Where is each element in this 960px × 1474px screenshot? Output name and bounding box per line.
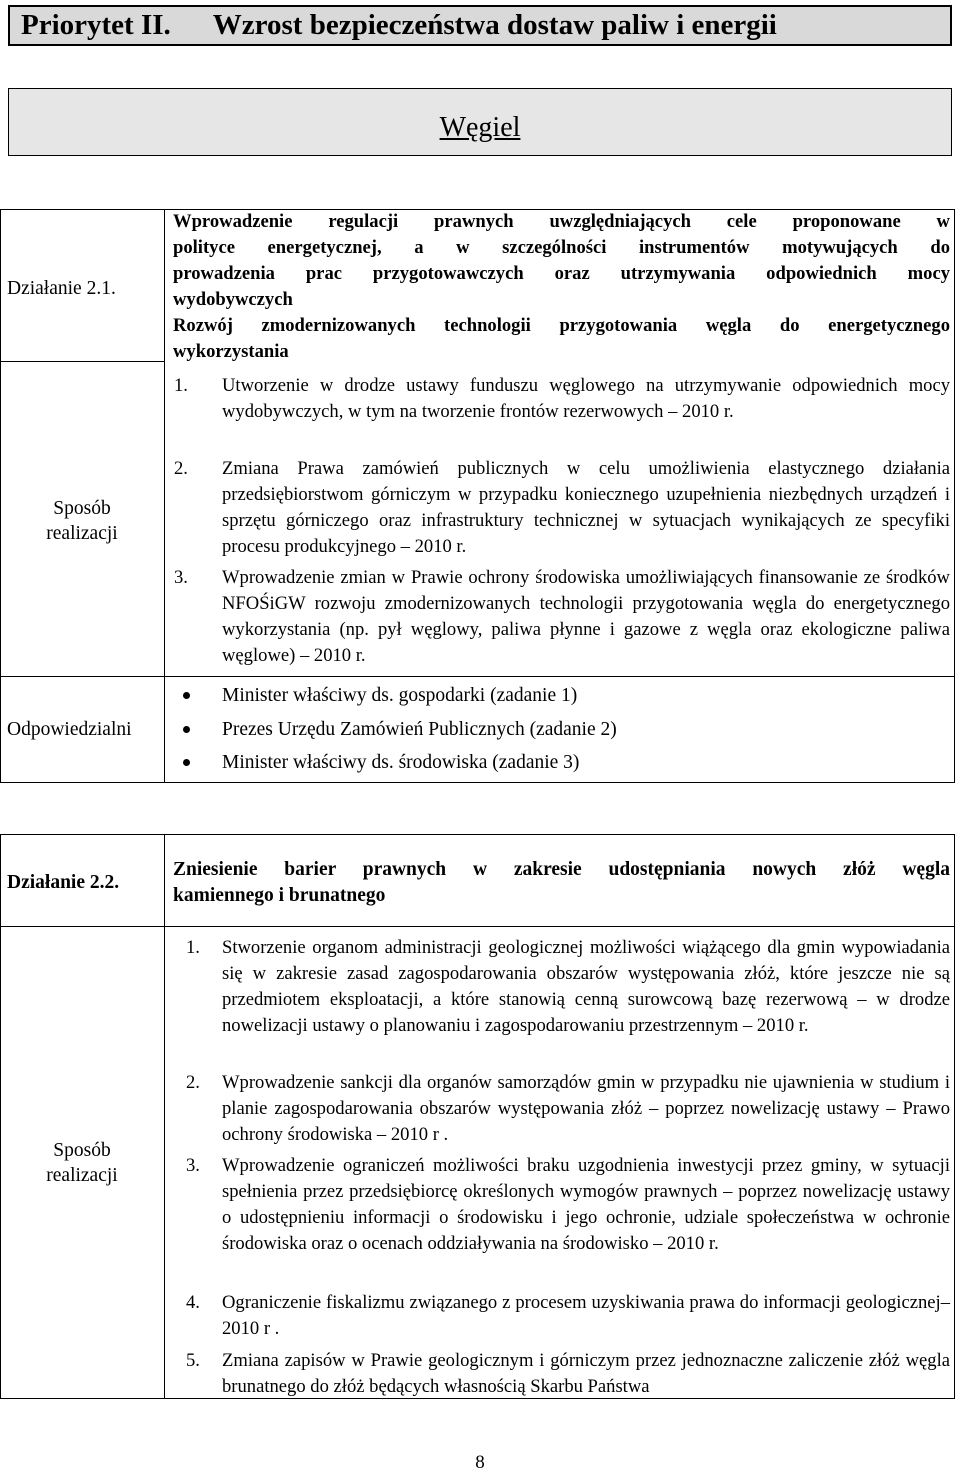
- list-item: [186, 1070, 950, 1148]
- list-item-number: 2.: [186, 1072, 200, 1093]
- action1-title-line: polityce energetycznej, a w szczególności instrumentów motywujących do: [173, 237, 950, 258]
- action2-implementation-list: [186, 935, 950, 1395]
- impl-label-2-line2: realizacji: [46, 1165, 118, 1186]
- action2-label: Działanie 2.2.: [7, 872, 120, 893]
- impl-label-1-line1: Sposób: [53, 498, 111, 519]
- action1-label: Działanie 2.1.: [7, 278, 116, 299]
- table2-row-divider: [0, 926, 955, 927]
- list-item: [174, 373, 950, 425]
- action1-title-line: Wprowadzenie regulacji prawnych uwzględniających cele proponowane w: [173, 211, 950, 232]
- responsible-label: Odpowiedzialni: [7, 719, 132, 740]
- list-item: [174, 456, 950, 560]
- table2-border-right: [954, 834, 955, 1399]
- action1-title-line: wydobywczych: [173, 289, 293, 310]
- list-item: [186, 935, 950, 1039]
- table2-col-divider: [164, 834, 165, 1399]
- list-item: [186, 1290, 950, 1342]
- list-item-text: Stworzenie organom administracji geologicznej możliwości wiążącego dla gmin wypowiadania się w zakresie zasad zagospodarowania obszarów występowania złóż, które jeszcze nie są przedmiotem eksploatacji, a które stanowią cenną surowcową bazę rezerwową – w drodze nowelizacji ustawy o planowaniu i zagospodarowaniu przestrzennym – 2010 r.: [222, 937, 950, 1036]
- bullet-icon: [183, 726, 190, 733]
- list-item-text: Wprowadzenie sankcji dla organów samorządów gmin w przypadku nie ujawnienia w studium i planie zagospodarowania obszarów występowania złóż – poprzez nowelizację ustawy – Prawo ochrony środowiska – 2010 r .: [222, 1072, 950, 1145]
- list-item-number: 1.: [186, 937, 200, 958]
- list-item-text: Zmiana Prawa zamówień publicznych w celu umożliwienia elastycznego działania przedsiębiorstwom górniczym w przypadku koniecznego uzupełnienia niezbędnych urządzeń i sprzętu górniczego oraz infrastruktury technicznej w sytuacjach wynikających ze specyfiki procesu produkcyjnego – 2010 r.: [222, 458, 950, 557]
- section-header: [8, 88, 952, 156]
- list-item-number: 4.: [186, 1292, 200, 1313]
- priority-title: Wzrost bezpieczeństwa dostaw paliw i energii: [212, 9, 777, 41]
- table1-border-right: [954, 209, 955, 783]
- action1-subtitle-line: wykorzystania: [173, 341, 289, 362]
- action2-title-line: Zniesienie barier prawnych w zakresie udostępniania nowych złóż węgla: [173, 859, 950, 880]
- action1-subtitle-line: Rozwój zmodernizowanych technologii przygotowania węgla do energetycznego: [173, 315, 950, 336]
- list-item: [186, 1348, 950, 1400]
- list-item-number: 3.: [174, 567, 188, 588]
- action1-title: [173, 209, 950, 365]
- section-title: Węgiel: [439, 112, 521, 143]
- page-number: 8: [475, 1452, 485, 1473]
- list-item-text: Wprowadzenie ograniczeń możliwości braku uzgodnienia inwestycji przez gminy, w sytuacji spełnienia przez przedsiębiorcę określonych wymogów prawnych – poprzez nowelizację ustawy o udostępnieniu informacji o środowisku i jego ochronie, udziale społeczeństwa w ochronie środowiska oraz o ocenach oddziaływania na środowisko – 2010 r.: [222, 1155, 950, 1254]
- table2-border-left: [0, 834, 1, 1399]
- responsible-item: Minister właściwy ds. gospodarki (zadanie 1): [222, 685, 578, 706]
- list-item: [174, 565, 950, 669]
- action1-title-line: prowadzenia prac przygotowawczych oraz utrzymywania odpowiednich mocy: [173, 263, 950, 284]
- list-item-text: Ograniczenie fiskalizmu związanego z procesem uzyskiwania prawa do informacji geologicznej– 2010 r .: [222, 1292, 950, 1339]
- table1-row-divider-b: [0, 676, 955, 677]
- responsible-item: Minister właściwy ds. środowiska (zadanie 3): [222, 752, 580, 773]
- impl-label-1-line2: realizacji: [46, 523, 118, 544]
- bullet-icon: [183, 692, 190, 699]
- priority-label: Priorytet II.: [21, 9, 171, 41]
- table2-border-top: [0, 834, 955, 835]
- responsible-item: Prezes Urzędu Zamówień Publicznych (zadanie 2): [222, 719, 617, 740]
- table1-col-divider: [164, 209, 165, 783]
- action1-implementation-list: [174, 373, 950, 673]
- list-item-text: Utworzenie w drodze ustawy funduszu węglowego na utrzymywanie odpowiednich mocy wydobywczych, w tym na tworzenie frontów rezerwowych – 2010 r.: [222, 375, 950, 422]
- list-item-number: 3.: [186, 1155, 200, 1176]
- table1-row-divider-a: [0, 361, 165, 362]
- list-item-number: 1.: [174, 375, 188, 396]
- table1-border-bottom: [0, 782, 955, 783]
- list-item: [186, 1153, 950, 1257]
- list-item-number: 2.: [174, 458, 188, 479]
- bullet-icon: [183, 759, 190, 766]
- action2-title: [173, 857, 950, 909]
- list-item-number: 5.: [186, 1350, 200, 1371]
- action2-title-line: kamiennego i brunatnego: [173, 885, 386, 906]
- priority-header: [8, 5, 952, 46]
- list-item-text: Zmiana zapisów w Prawie geologicznym i górniczym przez jednoznaczne zaliczenie złóż węgla brunatnego do złóż będących własnością Skarbu Państwa: [222, 1350, 950, 1397]
- list-item-text: Wprowadzenie zmian w Prawie ochrony środowiska umożliwiających finansowanie ze środków NFOŚiGW rozwoju zmodernizowanych technologii przygotowania węgla do energetycznego wykorzystania (np. pył węglowy, paliwa płynne i gazowe z węgla oraz ekologiczne paliwa węglowe) – 2010 r.: [222, 567, 950, 666]
- impl-label-2-line1: Sposób: [53, 1140, 111, 1161]
